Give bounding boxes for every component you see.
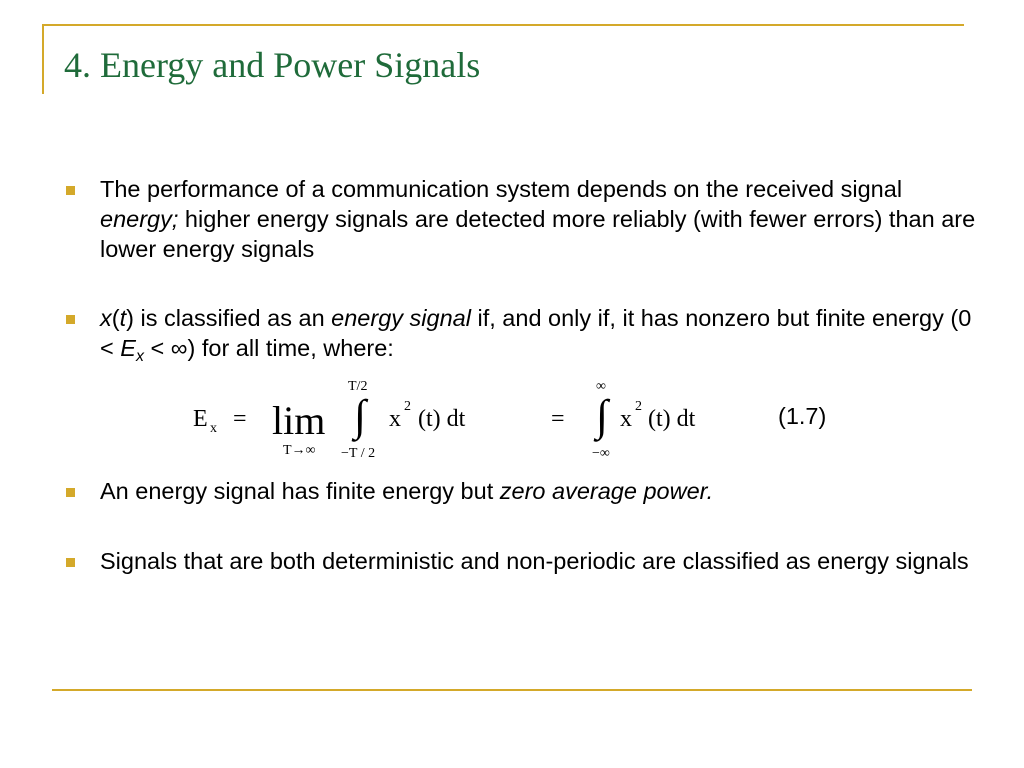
equation-number: (1.7): [778, 403, 827, 429]
bullet-3-emphasis: zero average power.: [499, 478, 714, 504]
bullet-item-1: [100, 174, 980, 264]
integral-2-icon: ∫: [596, 391, 609, 440]
bullet-item-3: [100, 476, 980, 506]
bullet-2-emphasis: energy signal: [331, 305, 471, 331]
eq-int2-lower: −∞: [592, 446, 610, 461]
bullet-1-text: The performance of a communication system depends on the received signal: [100, 176, 903, 202]
bullet-2-paren-close: ): [126, 305, 134, 331]
eq-int1-lower: −T / 2: [341, 446, 376, 461]
bullet-item-2: [100, 303, 980, 367]
eq-equals-2: =: [551, 406, 565, 432]
bullet-2-x: x: [100, 305, 112, 331]
eq-lim: lim: [272, 398, 326, 443]
bullet-2-E-subscript: x: [135, 348, 144, 365]
eq-int2-upper: ∞: [596, 379, 606, 394]
bullet-2-text-end: < ∞) for all time, where:: [143, 335, 394, 361]
left-border-line: [42, 24, 44, 94]
eq-integrand2-rest: (t) dt: [648, 406, 696, 432]
bullet-2-t: t: [119, 305, 127, 331]
bullet-2-text-mid: if, and only if, it has nonzero but finite energy (0 <: [100, 305, 972, 361]
eq-int1-upper: T/2: [348, 379, 368, 394]
slide-title: 4. Energy and Power Signals: [64, 45, 481, 85]
eq-integrand1-x: x: [389, 406, 401, 432]
eq-E-subscript: x: [210, 421, 217, 436]
bullet-3-text: An energy signal has finite energy but: [100, 478, 500, 504]
bullet-1-emphasis: energy;: [100, 206, 179, 232]
bullet-2-paren-open: (: [111, 305, 120, 331]
bullet-4-text: Signals that are both deterministic and non-periodic are classified as energy signals: [100, 548, 969, 574]
eq-integrand1-rest: (t) dt: [418, 406, 466, 432]
eq-lim-subscript: T→∞: [283, 443, 316, 458]
bullet-2-E: E: [120, 335, 136, 361]
bottom-border-line: [52, 689, 972, 691]
bullet-item-4: [100, 546, 980, 576]
eq-integrand2-sup: 2: [635, 399, 642, 414]
eq-E: E: [193, 406, 208, 432]
eq-integrand2-x: x: [620, 406, 632, 432]
top-border-line: [42, 24, 964, 26]
integral-1-icon: ∫: [354, 391, 367, 440]
eq-integrand1-sup: 2: [404, 399, 411, 414]
bullet-1-text-end: higher energy signals are detected more reliably (with fewer errors) than are lower energy signals: [100, 206, 976, 262]
eq-equals-1: =: [233, 406, 247, 432]
bullet-2-text: is classified as an: [133, 305, 332, 331]
